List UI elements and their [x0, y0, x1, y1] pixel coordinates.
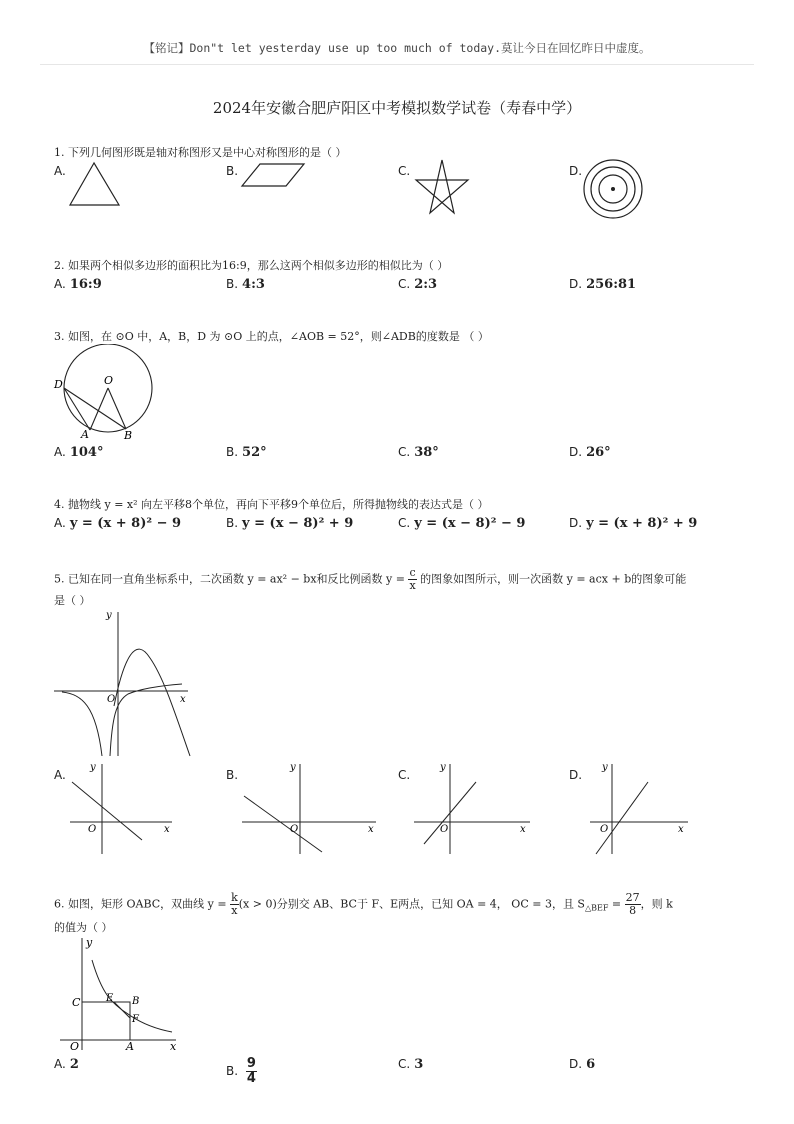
- question-6-text: 6. 如图，矩形 OABC，双曲线 y = $\frac{k}{x}$ (x > 0)分别交 AB、BC于 F、E两点，已知 OA = 4， OC = 3，且 $S_{\triangle BEF}$ = $\frac{27}{8}$ ，则 k: [54, 891, 673, 917]
- svg-text:y: y: [602, 762, 608, 773]
- point-o-label: O: [104, 374, 114, 387]
- svg-text:x: x: [164, 824, 170, 835]
- svg-text:O: O: [440, 824, 449, 835]
- q2-option-d: D. 256:81: [569, 277, 637, 292]
- q6-option-c: C. 3: [398, 1057, 424, 1072]
- svg-text:x: x: [170, 1040, 177, 1052]
- q1-option-a-label: A.: [54, 164, 66, 178]
- question-5-text: 5. 已知在同一直角坐标系中，二次函数 y = ax² − bx和反比例函数 y = $\frac{c}{x}$ 的图象如图所示，则一次函数 y = acx + b的图象可能: [54, 566, 687, 592]
- q2-option-b: B. 4:3: [226, 277, 265, 292]
- svg-text:E: E: [106, 993, 114, 1004]
- svg-text:B: B: [132, 996, 140, 1007]
- point-a-label: A: [81, 428, 89, 441]
- q5-graph-a: [66, 760, 176, 856]
- q5-x-axis-label: x: [180, 694, 186, 705]
- circle-figure: [50, 344, 160, 444]
- question-6-text-cont: 的值为（ ）: [54, 921, 113, 934]
- q5-option-a-label: A.: [54, 768, 66, 782]
- svg-text:O: O: [88, 824, 97, 835]
- q1-option-d-label: D.: [569, 164, 583, 178]
- q5-option-b-label: B.: [226, 768, 239, 782]
- q3-option-d: D. 26°: [569, 445, 611, 460]
- svg-text:y: y: [440, 762, 446, 773]
- q5-graph-b: [238, 760, 380, 856]
- q4-option-b: B. y = (x − 8)² + 9: [226, 516, 354, 531]
- point-d-label: D: [54, 378, 63, 391]
- q3-option-b: B. 52°: [226, 445, 267, 460]
- question-4-text: 4. 抛物线 y = x² 向左平移8个单位，再向下平移9个单位后，所得抛物线的表达式是（ ）: [54, 498, 489, 511]
- svg-text:x: x: [678, 824, 684, 835]
- svg-text:x: x: [520, 824, 526, 835]
- q5-graph-c: [410, 760, 534, 856]
- q1-option-c-label: C.: [398, 164, 411, 178]
- svg-text:y: y: [290, 762, 296, 773]
- q5-graph-d: [586, 760, 692, 856]
- q1-option-b-label: B.: [226, 164, 239, 178]
- q5-main-graph: [52, 606, 194, 762]
- q5-origin-label: O: [107, 694, 116, 705]
- svg-text:y: y: [86, 936, 93, 949]
- svg-text:O: O: [290, 824, 299, 835]
- header-divider: [40, 64, 754, 65]
- q5-y-axis-label: y: [106, 610, 112, 621]
- q5-option-c-label: C.: [398, 768, 411, 782]
- q4-option-d: D. y = (x + 8)² + 9: [569, 516, 698, 531]
- q6-option-a: A. 2: [54, 1057, 79, 1072]
- svg-text:O: O: [600, 824, 609, 835]
- question-3-text: 3. 如图，在 ⊙O 中，A，B，D 为 ⊙O 上的点，∠AOB = 52°，则∠ADB的度数是 （ ）: [54, 330, 489, 343]
- triangle-figure: [66, 160, 126, 210]
- q5-option-d-label: D.: [569, 768, 583, 782]
- q2-option-a: A. 16:9: [54, 277, 102, 292]
- fraction-c-over-x: $\frac{c}{x}$: [409, 566, 416, 592]
- q6-option-d: D. 6: [569, 1057, 596, 1072]
- q3-option-a: A. 104°: [54, 445, 104, 460]
- question-5-text-cont: 是（ ）: [54, 594, 91, 607]
- page-title: 2024年安徽合肥庐阳区中考模拟数学试卷（寿春中学）: [212, 99, 582, 117]
- svg-text:F: F: [132, 1014, 139, 1025]
- svg-text:y: y: [90, 762, 96, 773]
- concentric-circles-figure: [582, 157, 646, 221]
- question-1-text: 1. 下列几何图形既是轴对称图形又是中心对称图形的是（ ）: [54, 146, 347, 159]
- q4-option-a: A. y = (x + 8)² − 9: [54, 516, 182, 531]
- question-2-text: 2. 如果两个相似多边形的面积比为16:9，那么这两个相似多边形的相似比为（ ）: [54, 259, 449, 272]
- q2-option-c: C. 2:3: [398, 277, 438, 292]
- q6-option-b: B. $\frac{9}{4}$: [226, 1056, 256, 1086]
- q3-option-c: C. 38°: [398, 445, 439, 460]
- motto: 【铭记】Don"t let yesterday use up too much of today.莫让今日在回忆昨日中虚度。: [143, 41, 651, 55]
- svg-text:C: C: [72, 996, 81, 1009]
- q6-rectangle-hyperbola-figure: [52, 934, 182, 1052]
- svg-text:A: A: [126, 1040, 134, 1052]
- svg-text:x: x: [368, 824, 374, 835]
- svg-text:O: O: [70, 1040, 80, 1052]
- q4-option-c: C. y = (x − 8)² − 9: [398, 516, 526, 531]
- point-b-label: B: [124, 429, 133, 442]
- parallelogram-figure: [238, 160, 308, 190]
- star-figure: [412, 157, 476, 219]
